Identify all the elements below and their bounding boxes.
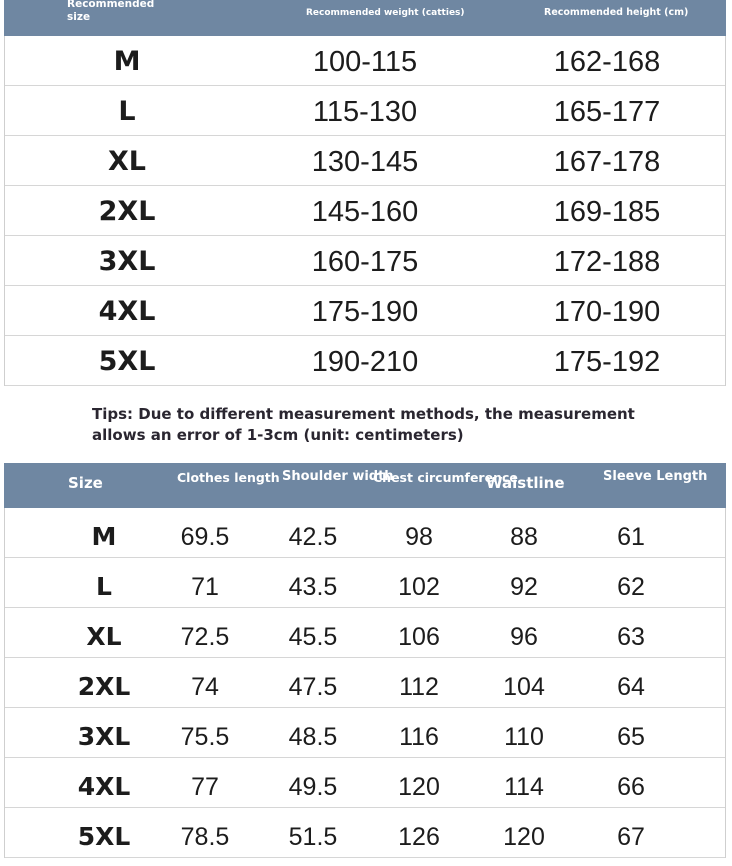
height-cell: 172-188: [553, 246, 661, 278]
waistline-cell: 120: [503, 823, 545, 851]
weight-cell: 115-130: [312, 96, 418, 128]
size-cell: 5XL: [98, 346, 156, 377]
chest-cell: 106: [398, 623, 440, 651]
chest-cell: 116: [399, 723, 439, 751]
table-row: [5, 658, 725, 708]
height-cell: 175-192: [553, 346, 661, 378]
measurement-tips: Tips: Due to different measurement methods, the measurement allows an error of 1-3cm (unit: centimeters): [92, 405, 635, 444]
clothes-length-cell: 71: [191, 573, 219, 601]
weight-cell: 130-145: [311, 146, 419, 178]
header-recommended-height: Recommended height (cm): [544, 7, 689, 18]
chest-cell: 112: [399, 673, 439, 701]
sleeve-length-cell: 62: [617, 573, 645, 601]
sleeve-length-cell: 66: [617, 773, 645, 801]
recommended-size-table: [4, 0, 726, 386]
header-clothes-length: Clothes length: [177, 470, 280, 485]
waistline-cell: 96: [510, 623, 538, 651]
table-row: [5, 708, 725, 758]
table-row: [5, 808, 725, 858]
recommended-table-header: [4, 0, 726, 36]
sleeve-length-cell: 65: [617, 723, 645, 751]
header-shoulder-width: Shoulder width: [282, 469, 394, 484]
header-sleeve-length: Sleeve Length: [603, 469, 708, 484]
size-cell: 2XL: [77, 672, 131, 701]
height-cell: 170-190: [553, 296, 661, 328]
shoulder-width-cell: 47.5: [288, 673, 338, 701]
header-waistline: Waistline: [486, 474, 565, 492]
header-size: Size: [68, 474, 103, 492]
table-row: [5, 186, 725, 236]
weight-cell: 175-190: [311, 296, 419, 328]
size-cell: 3XL: [77, 722, 131, 751]
chest-cell: 102: [398, 573, 440, 601]
clothes-length-cell: 72.5: [180, 623, 230, 651]
weight-cell: 145-160: [311, 196, 419, 228]
chest-cell: 126: [398, 823, 440, 851]
shoulder-width-cell: 45.5: [288, 623, 338, 651]
size-cell: L: [96, 572, 112, 601]
weight-cell: 190-210: [311, 346, 419, 378]
chest-cell: 120: [398, 773, 440, 801]
shoulder-width-cell: 42.5: [288, 523, 338, 551]
header-recommended-size: Recommended size: [67, 0, 155, 23]
height-cell: 165-177: [553, 96, 661, 128]
shoulder-width-cell: 49.5: [288, 773, 338, 801]
size-cell: XL: [86, 622, 122, 651]
size-cell: 4XL: [98, 296, 156, 327]
size-cell: L: [118, 96, 136, 127]
chest-cell: 98: [405, 523, 433, 551]
clothes-length-cell: 74: [191, 673, 219, 701]
size-cell: XL: [107, 146, 147, 177]
weight-cell: 100-115: [312, 46, 418, 78]
shoulder-width-cell: 48.5: [288, 723, 338, 751]
table-row: [5, 236, 725, 286]
recommended-table-body: [4, 36, 726, 386]
table-row: [5, 336, 725, 386]
waistline-cell: 92: [510, 573, 538, 601]
table-row: [5, 508, 725, 558]
measurement-table-body: [4, 508, 726, 858]
table-row: [5, 86, 725, 136]
header-recommended-weight: Recommended weight (catties): [306, 8, 465, 18]
waistline-cell: 104: [503, 673, 545, 701]
weight-cell: 160-175: [311, 246, 419, 278]
sleeve-length-cell: 64: [617, 673, 645, 701]
height-cell: 167-178: [553, 146, 661, 178]
clothes-length-cell: 77: [191, 773, 219, 801]
height-cell: 169-185: [553, 196, 661, 228]
table-row: [5, 608, 725, 658]
table-row: [5, 558, 725, 608]
sleeve-length-cell: 63: [617, 623, 645, 651]
measurement-table-header: [4, 463, 726, 508]
table-row: [5, 136, 725, 186]
table-row: [5, 758, 725, 808]
waistline-cell: 114: [504, 773, 544, 801]
size-cell: M: [113, 46, 141, 77]
size-cell: 3XL: [98, 246, 156, 277]
size-cell: 4XL: [77, 772, 131, 801]
table-row: [5, 36, 725, 86]
clothes-length-cell: 69.5: [180, 523, 230, 551]
shoulder-width-cell: 43.5: [288, 573, 338, 601]
height-cell: 162-168: [553, 46, 661, 78]
clothes-length-cell: 75.5: [180, 723, 230, 751]
measurement-table: [4, 463, 726, 858]
waistline-cell: 110: [504, 723, 544, 751]
size-cell: M: [91, 522, 117, 551]
clothes-length-cell: 78.5: [180, 823, 230, 851]
size-cell: 5XL: [77, 822, 131, 851]
table-row: [5, 286, 725, 336]
sleeve-length-cell: 61: [617, 523, 645, 551]
shoulder-width-cell: 51.5: [288, 823, 338, 851]
waistline-cell: 88: [510, 523, 538, 551]
sleeve-length-cell: 67: [617, 823, 645, 851]
header-chest-circumference: Chest circumference: [373, 470, 518, 485]
size-cell: 2XL: [98, 196, 156, 227]
